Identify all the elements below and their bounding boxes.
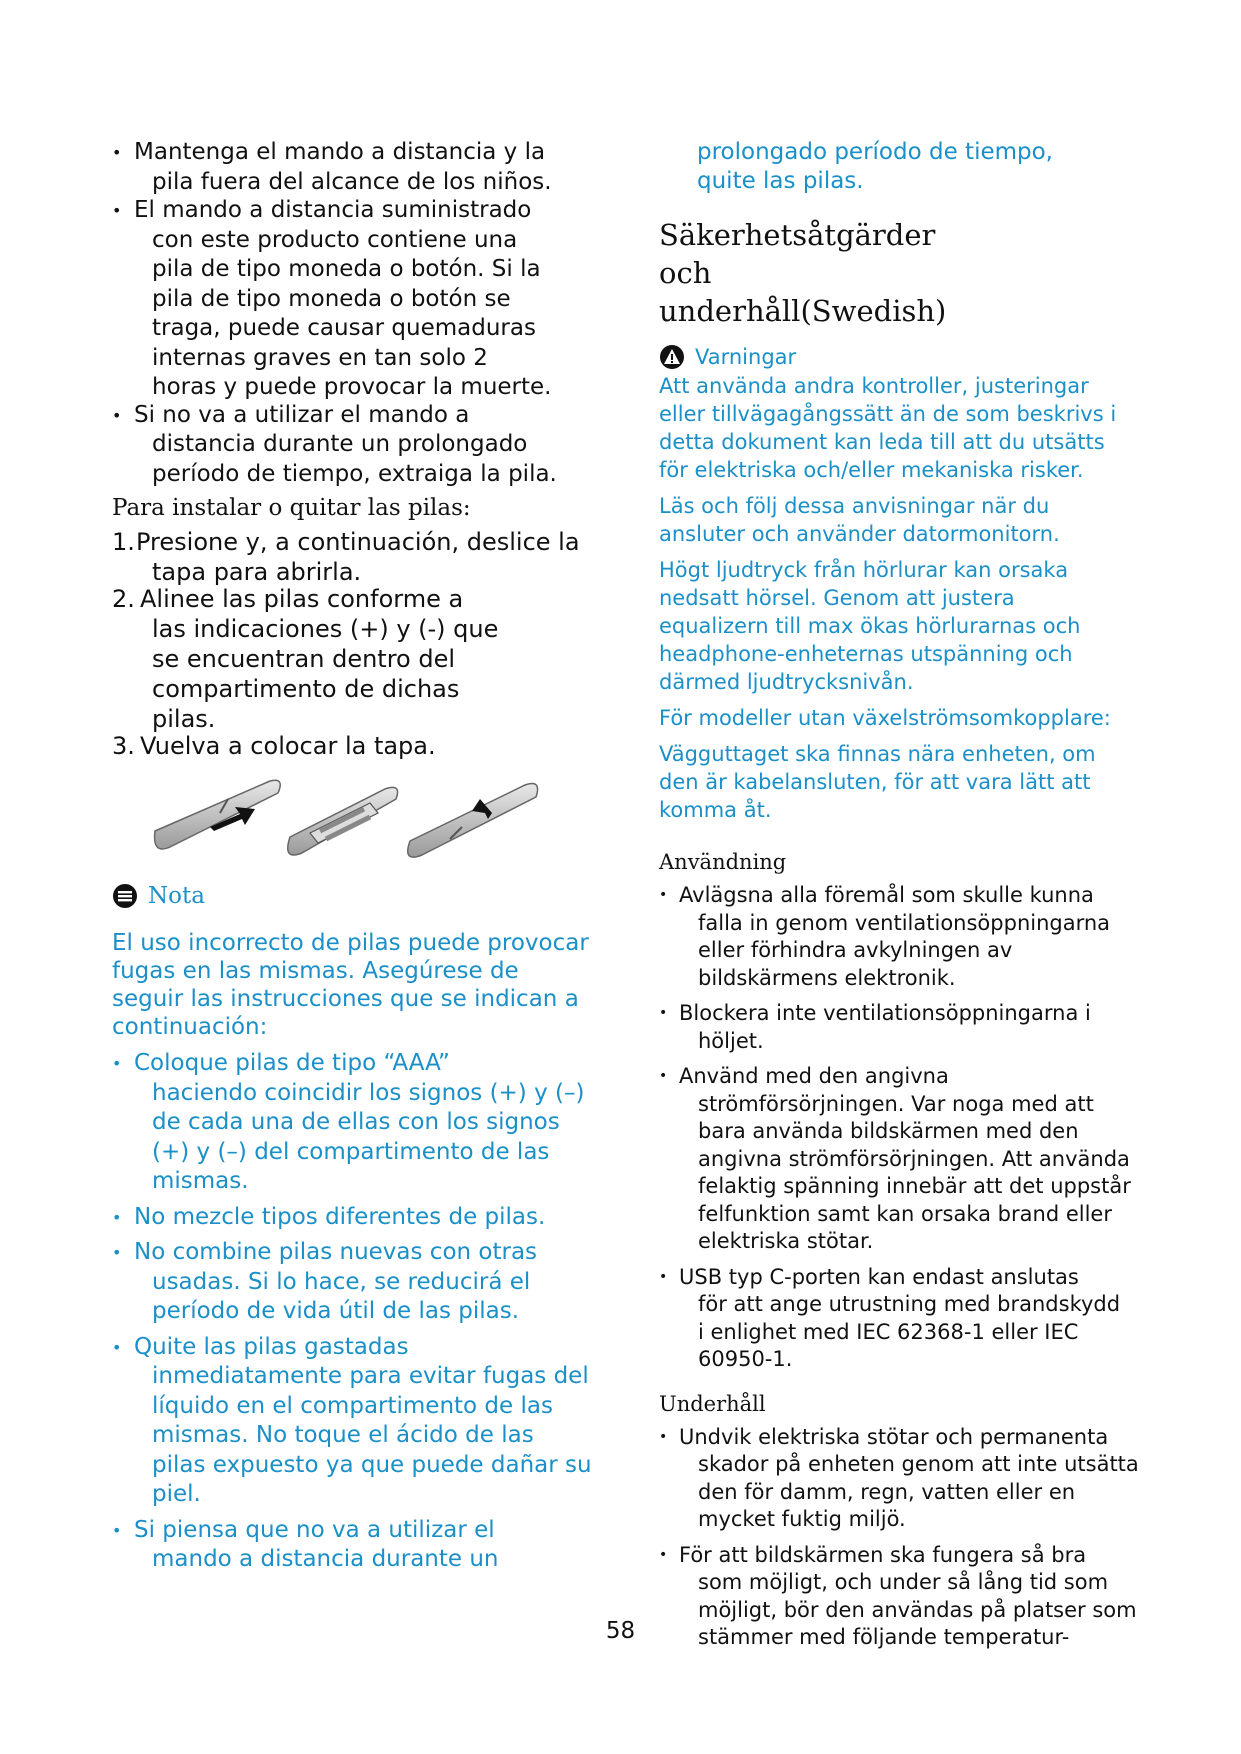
step-item: 2. Alinee las pilas conforme a las indicaciones (+) y (-) que se encuentran dentro del compartimento de dichas pilas. — [112, 585, 499, 733]
maintenance-heading: Underhåll — [659, 1391, 766, 1416]
warning-label: Varningar — [695, 345, 797, 369]
remote-open-step — [155, 780, 281, 849]
warning-paragraph: För modeller utan växelströmsomkopplare: — [659, 706, 1111, 730]
warning-paragraph: Att använda andra kontroller, justeringar eller tillvägagångssätt än de som beskrivs i detta dokument kan leda till att du utsätts för elektriska och/eller mekaniska risker. — [659, 374, 1117, 482]
list-item: • Mantenga el mando a distancia y la pila fuera del alcance de los niños. — [112, 138, 600, 197]
note-label: Nota — [148, 883, 205, 909]
install-steps — [112, 527, 600, 761]
page-number: 58 — [605, 1618, 636, 1644]
warning-paragraph: Vägguttaget ska finnas nära enheten, om den är kabelansluten, för att vara lätt att komma åt. — [659, 742, 1096, 822]
note-list — [112, 1049, 600, 1575]
list-item: • Si no va a utilizar el mando a distancia durante un prolongado período de tiempo, extraiga la pila. — [112, 401, 600, 490]
list-item: • Undvik elektriska stötar och permanenta skador på enheten genom att inte utsätta den för damm, regn, vatten eller en mycket fuktig miljö. — [659, 1424, 1139, 1534]
list-item: • No combine pilas nuevas con otras usadas. Si lo hace, se reducirá el período de vida útil de las pilas. — [112, 1238, 572, 1327]
list-item: • Avlägsna alla föremål som skulle kunna falla in genom ventilationsöppningarna eller förhindra avkylningen av bildskärmens elektronik. — [659, 882, 1128, 992]
list-item: • Använd med den angivna strömförsörjningen. Var noga med att bara använda bildskärmen med den angivna strömförsörjningen. Att använda felaktig spänning innebär att det uppstår felfunktion samt kan orsaka brand eller elektriska stötar. — [659, 1063, 1138, 1256]
continued-text: prolongado período de tiempo, quite las pilas. — [697, 139, 1053, 194]
remote-close-step — [408, 784, 538, 858]
warning-paragraph: Högt ljudtryck från hörlurar kan orsaka nedsatt hörsel. Genom att justera equalizern till max ökas hörlurarnas och headphone-enheternas utspänning och därmed ljudtrycksnivån. — [659, 558, 1081, 694]
list-item: • Quite las pilas gastadas inmediatamente para evitar fugas del líquido en el compartimento de las mismas. No toque el ácido de las pilas expuesto ya que puede dañar su piel. — [112, 1333, 592, 1510]
remote-battery-step — [288, 787, 398, 855]
list-item: • No mezcle tipos diferentes de pilas. — [112, 1203, 600, 1233]
list-item: • USB typ C-porten kan endast anslutas för att ange utrustning med brandskydd i enlighet med IEC 62368-1 eller IEC 60950-1. — [659, 1264, 1128, 1374]
usage-heading: Användning — [659, 850, 787, 874]
left-column — [112, 138, 600, 1575]
list-item: • El mando a distancia suministrado con este producto contiene una pila de tipo moneda o botón. Si la pila de tipo moneda o botón se traga, puede causar quemaduras internas graves en tan solo 2 horas y puede provocar la muerte. — [112, 196, 552, 403]
usage-list — [659, 882, 1139, 1374]
warning-icon — [659, 344, 685, 370]
warning-paragraph: Läs och följ dessa anvisningar när du ansluter och använder datormonitorn. — [659, 494, 1060, 546]
note-header — [112, 883, 600, 909]
note-icon — [112, 883, 138, 909]
battery-installation-illustration — [150, 769, 570, 859]
remote-safety-list — [112, 138, 600, 489]
step-item: 3. Vuelva a colocar la tapa. — [112, 732, 436, 760]
section-heading: Säkerhetsåtgärder och underhåll(Swedish) — [659, 218, 947, 328]
note-text: El uso incorrecto de pilas puede provocar fugas en las mismas. Asegúrese de seguir las instrucciones que se indican a continuación: — [112, 930, 589, 1040]
list-item: • Si piensa que no va a utilizar el mando a distancia durante un — [112, 1516, 600, 1575]
install-heading: Para instalar o quitar las pilas: — [112, 495, 471, 521]
list-item: • Coloque pilas de tipo “AAA” haciendo coincidir los signos (+) y (–) de cada una de ellas con los signos (+) y (–) del compartimento de las mismas. — [112, 1049, 592, 1197]
step-item: 1. Presione y, a continuación, deslice la tapa para abrirla. — [112, 528, 580, 586]
list-item: • För att bildskärmen ska fungera så bra som möjligt, och under så lång tid som möjligt, bör den användas på platser som stämmer med följande temperatur- — [659, 1542, 1138, 1652]
warning-header — [659, 344, 1139, 370]
list-item: • Blockera inte ventilationsöppningarna i höljet. — [659, 1000, 1139, 1055]
right-column — [659, 138, 1139, 1652]
warning-paragraphs — [659, 372, 1139, 824]
